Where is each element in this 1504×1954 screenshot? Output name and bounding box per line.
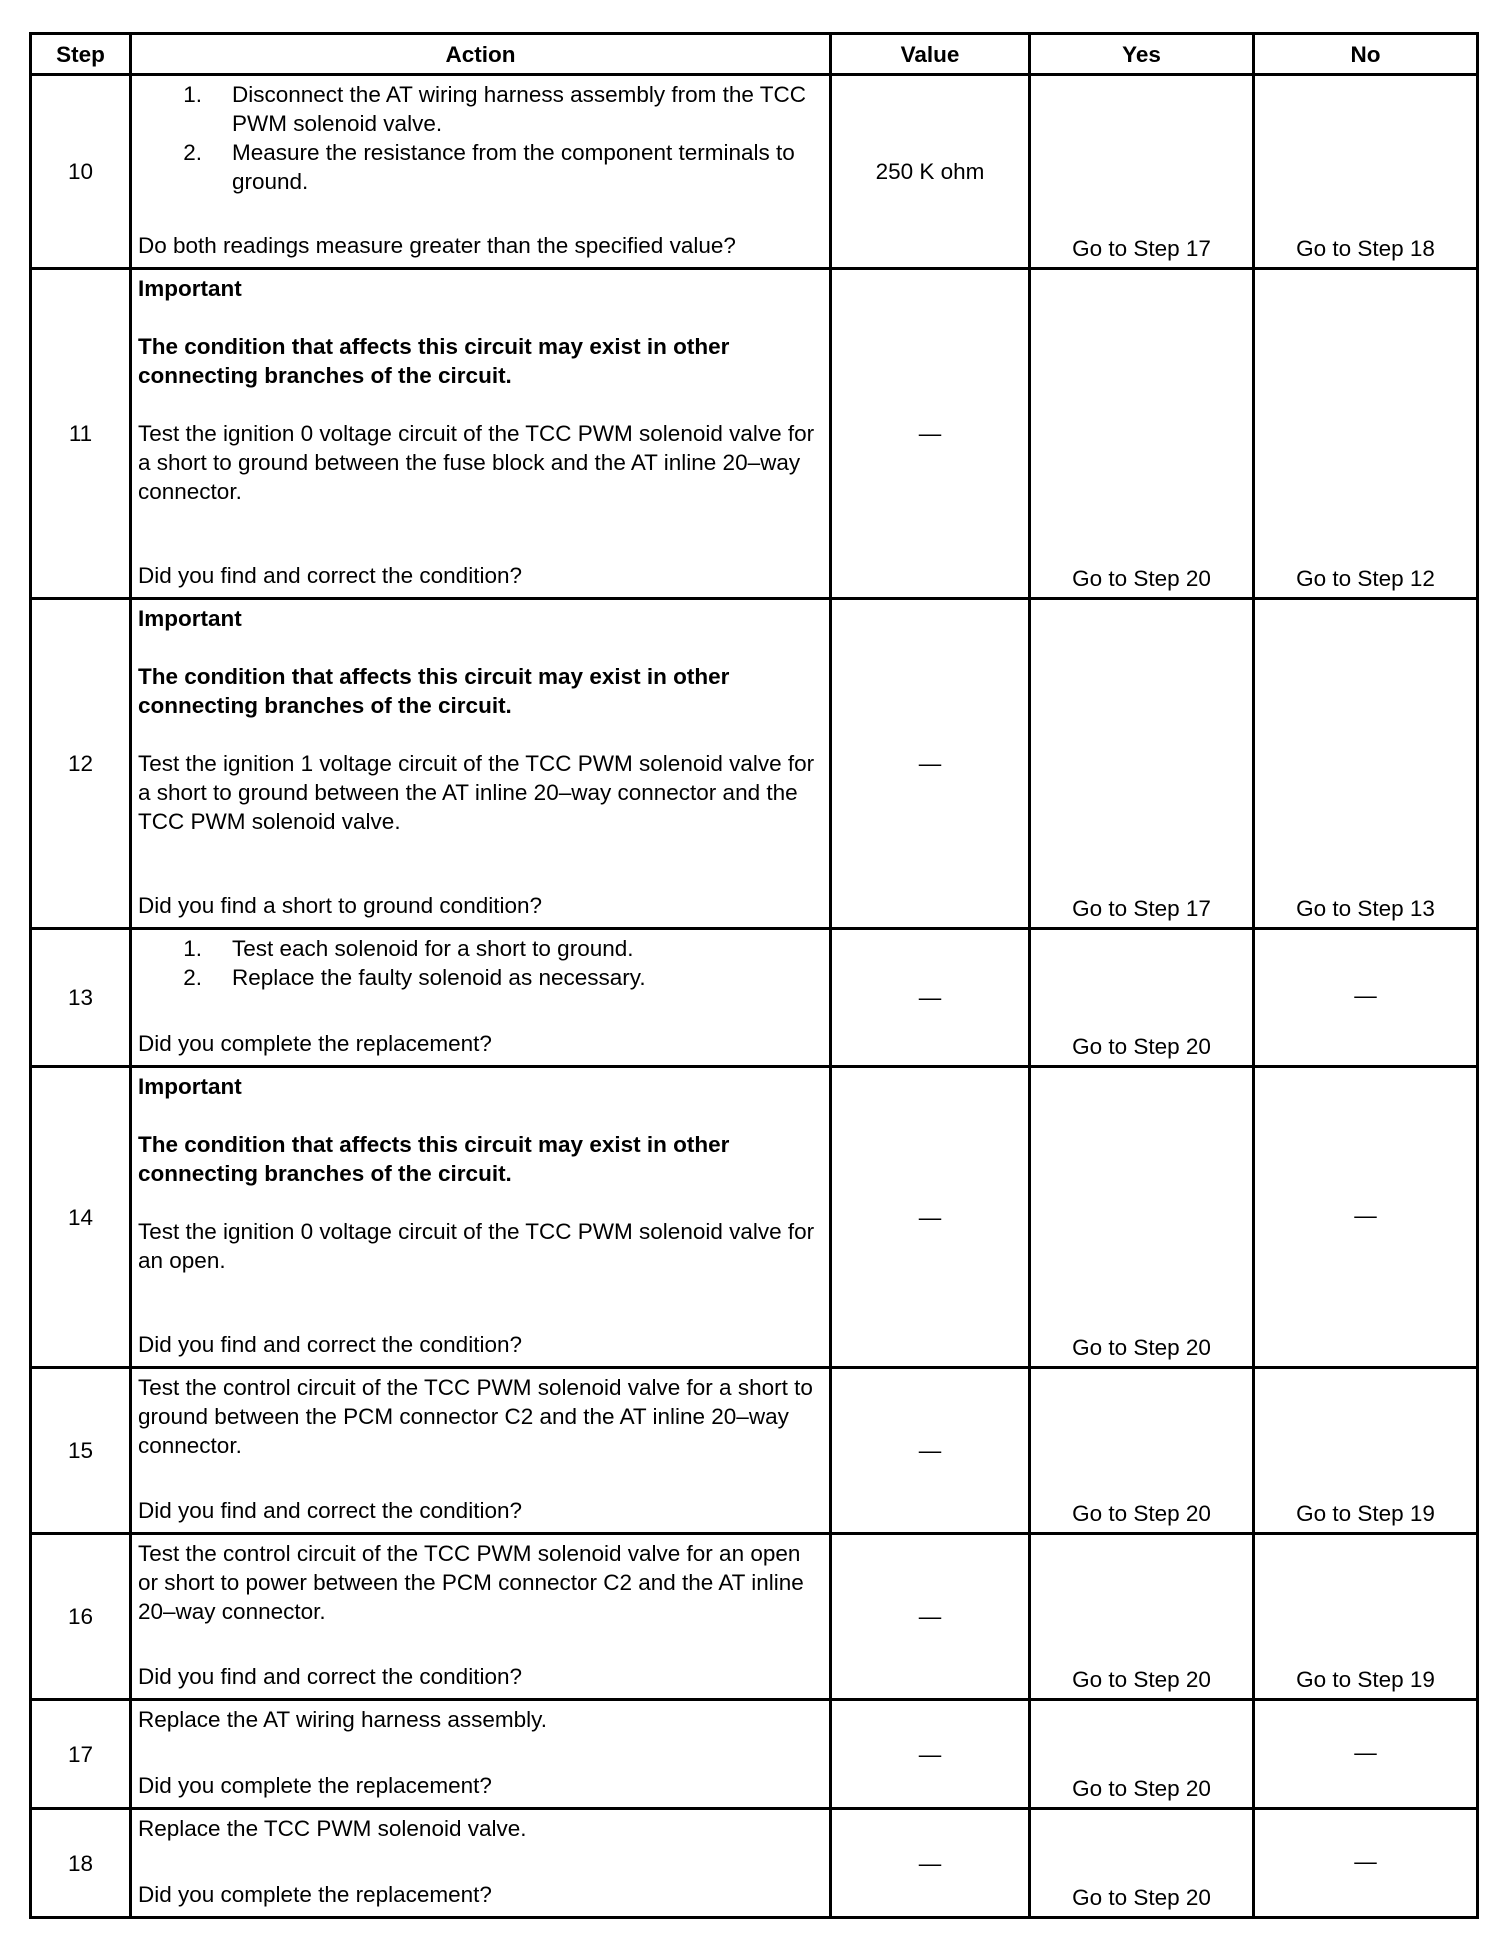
important-label: Important [138,276,242,301]
list-item: 2. Measure the resistance from the component terminals to ground. [138,138,823,196]
diagnostic-table [29,32,1479,1919]
yes-cell: Go to Step 20 [1030,929,1254,1067]
step-number: 13 [31,929,131,1067]
list-item: 1. Disconnect the AT wiring harness assembly from the TCC PWM solenoid valve. [138,80,823,138]
list-item-text: Measure the resistance from the component terminals to ground. [232,140,795,194]
list-item: 1. Test each solenoid for a short to ground. [138,934,823,963]
list-item-text: Disconnect the AT wiring harness assembly from the TCC PWM solenoid valve. [232,82,806,136]
action-text: Test the ignition 0 voltage circuit of the TCC PWM solenoid valve for an open. [138,1219,815,1273]
value-cell: — [831,1534,1030,1700]
value-cell: — [831,1368,1030,1534]
action-list [138,934,823,992]
header-value: Value [831,34,1030,75]
action-text: Test the ignition 1 voltage circuit of the TCC PWM solenoid valve for a short to ground between the AT inline 20–way connector and the TCC PWM solenoid valve. [138,751,815,834]
action-question: Did you complete the replacement? [138,1773,492,1798]
action-cell [131,599,831,929]
step-number: 14 [31,1067,131,1368]
step-number: 15 [31,1368,131,1534]
table-row [31,1809,1478,1918]
important-label: Important [138,606,242,631]
yes-cell: Go to Step 17 [1030,75,1254,269]
action-text: Replace the AT wiring harness assembly. [138,1707,547,1732]
yes-cell: Go to Step 20 [1030,1700,1254,1809]
action-question: Did you complete the replacement? [138,1882,492,1907]
action-question: Did you find and correct the condition? [138,1498,522,1523]
header-no: No [1254,34,1478,75]
yes-cell: Go to Step 20 [1030,1067,1254,1368]
yes-cell: Go to Step 20 [1030,269,1254,599]
yes-cell: Go to Step 17 [1030,599,1254,929]
list-item: 2. Replace the faulty solenoid as necessary. [138,963,823,992]
list-item-text: Test each solenoid for a short to ground. [232,936,634,961]
action-question: Did you find and correct the condition? [138,1664,522,1689]
action-question: Did you complete the replacement? [138,1031,492,1056]
header-yes: Yes [1030,34,1254,75]
action-cell [131,1368,831,1534]
step-number: 18 [31,1809,131,1918]
table-row [31,1700,1478,1809]
table-row [31,1067,1478,1368]
step-number: 17 [31,1700,131,1809]
important-note: The condition that affects this circuit may exist in other connecting branches of the circuit. [138,664,730,718]
action-cell [131,1809,831,1918]
action-cell [131,1534,831,1700]
value-cell: — [831,929,1030,1067]
important-note: The condition that affects this circuit may exist in other connecting branches of the circuit. [138,334,730,388]
header-row [31,34,1478,75]
yes-cell: Go to Step 20 [1030,1534,1254,1700]
no-cell: — [1254,1809,1478,1918]
table-row [31,269,1478,599]
action-text: Test the control circuit of the TCC PWM solenoid valve for a short to ground between the PCM connector C2 and the AT inline 20–way connector. [138,1375,813,1458]
action-text: Replace the TCC PWM solenoid valve. [138,1816,527,1841]
action-question: Did you find and correct the condition? [138,563,522,588]
important-label: Important [138,1074,242,1099]
no-cell: — [1254,1067,1478,1368]
value-cell: — [831,1700,1030,1809]
step-number: 10 [31,75,131,269]
no-cell: — [1254,1700,1478,1809]
step-number: 16 [31,1534,131,1700]
value-cell: 250 K ohm [831,75,1030,269]
table-row [31,929,1478,1067]
action-cell [131,75,831,269]
list-item-text: Replace the faulty solenoid as necessary. [232,965,646,990]
action-text: Test the control circuit of the TCC PWM solenoid valve for an open or short to power between the PCM connector C2 and the AT inline 20–way connector. [138,1541,804,1624]
action-text: Test the ignition 0 voltage circuit of the TCC PWM solenoid valve for a short to ground between the fuse block and the AT inline 20–way connector. [138,421,815,504]
value-cell: — [831,599,1030,929]
action-list [138,80,823,196]
no-cell: Go to Step 18 [1254,75,1478,269]
action-cell [131,1067,831,1368]
table-row [31,75,1478,269]
action-question: Did you find a short to ground condition? [138,893,543,918]
table-row [31,1534,1478,1700]
value-cell: — [831,269,1030,599]
action-question: Did you find and correct the condition? [138,1332,522,1357]
step-number: 12 [31,599,131,929]
header-action: Action [131,34,831,75]
important-note: The condition that affects this circuit may exist in other connecting branches of the circuit. [138,1132,730,1186]
action-cell [131,1700,831,1809]
header-step: Step [31,34,131,75]
table-row [31,1368,1478,1534]
yes-cell: Go to Step 20 [1030,1809,1254,1918]
action-question: Do both readings measure greater than the specified value? [138,233,736,258]
action-cell [131,269,831,599]
no-cell: Go to Step 19 [1254,1534,1478,1700]
no-cell: — [1254,929,1478,1067]
no-cell: Go to Step 19 [1254,1368,1478,1534]
action-cell [131,929,831,1067]
table-row [31,599,1478,929]
yes-cell: Go to Step 20 [1030,1368,1254,1534]
no-cell: Go to Step 13 [1254,599,1478,929]
value-cell: — [831,1809,1030,1918]
step-number: 11 [31,269,131,599]
value-cell: — [831,1067,1030,1368]
no-cell: Go to Step 12 [1254,269,1478,599]
